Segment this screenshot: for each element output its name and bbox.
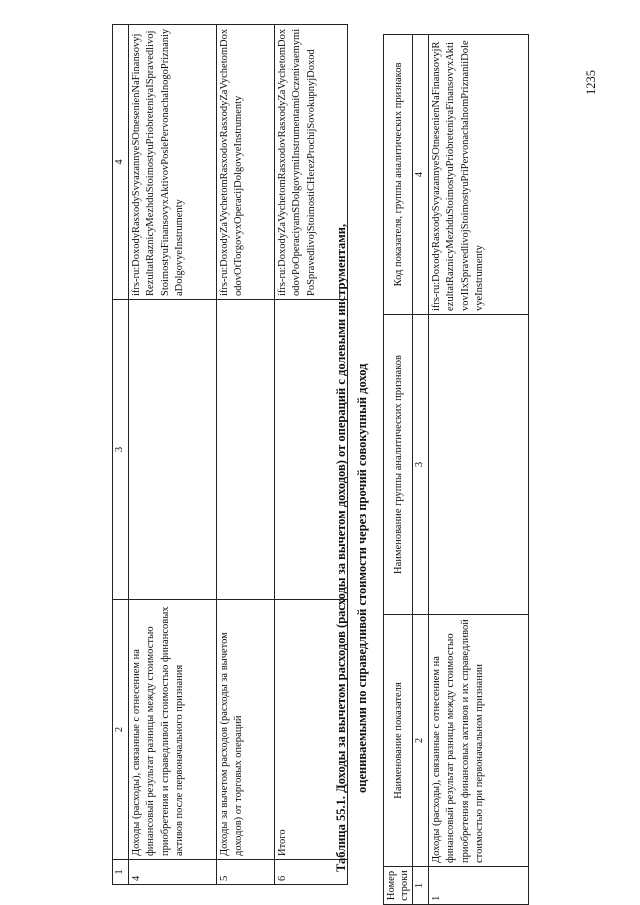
row-number: 5 [216,860,274,885]
numbering-cell: 2 [413,615,429,867]
row-name: Итого [274,600,347,860]
header-group-name: Наименование группы аналитических признаков [384,315,413,615]
header-indicator-name: Наименование показателя [384,615,413,867]
header-code: Код показателя, группы аналитических признаков [384,35,413,315]
table-equity-instruments [383,34,529,905]
row-group [128,300,216,600]
header-cell: 4 [113,25,129,300]
numbering-cell: 4 [413,35,429,315]
table-header-row [113,25,129,885]
row-number: 6 [274,860,347,885]
row-number: 1 [428,867,528,905]
row-name: Доходы за вычетом расходов (расходы за вычетом доходов) от торговых операций [216,600,274,860]
numbering-cell: 3 [413,315,429,615]
header-row-number: Номер строки [384,867,413,905]
table-caption-continued: оцениваемыми по справедливой стоимости через прочий совокупный доход [355,363,369,793]
table-row [428,35,528,905]
page-number: 1235 [584,70,598,95]
row-code: ifrs-ru:DoxodyZaVychetomRasxodovRasxodyZaVychetomDoxodovPoOperaciyamSDolgovymiInstrumentamiOczenivaemymiPoSpravedlivojStoimostiCHerezProchijSovokupnyjDoxod [274,25,347,300]
table-debt-instruments [112,24,348,885]
row-number: 4 [128,860,216,885]
numbering-cell: 1 [413,867,429,905]
row-group [216,300,274,600]
row-name: Доходы (расходы), связанные с отнесением на финансовый результат разницы между стоимостью приобретения финансовых активов и их справедливой стоимостью при первоначальном признании [428,615,528,867]
row-code: ifrs-ru:DoxodyZaVychetomRasxodovRasxodyZaVychetomDoxodovOtTorgovyxOperacijDolgovyeInstrumenty [216,25,274,300]
table-header-row [384,35,413,905]
table-row [128,25,216,885]
header-cell: 3 [113,300,129,600]
header-cell: 2 [113,600,129,860]
table-row [216,25,274,885]
header-cell: 1 [113,860,129,885]
table-numbering-row [413,35,429,905]
row-code: ifrs-ru:DoxodyRasxodySvyazannyeSOtnesenienNaFinansovyjRezultatRaznicyMezhduStoimostyuPriobreteniyaISpravedlivojStoimostyuFinansovyxAktivovPoslePervonachalnogoPriznaniyaDolgovyeInstrumenty [128,25,216,300]
row-group [428,315,528,615]
row-name: Доходы (расходы), связанные с отнесением на финансовый результат разницы между стоимостью приобретения и справедливой стоимостью финансовых активов после первоначального признания [128,600,216,860]
table-caption: Таблица 55.1. Доходы за вычетом расходов (расходы за вычетом доходов) от операций с долевыми инструментами, [334,223,348,872]
row-code: ifrs-ru:DoxodyRasxodySvyazannyeSOtnesenienNaFinansovyjRezultatRaznicyMezhduStoimostyuPriobreteniyaFinansovyxAktivovIIxSpravedlivojStoimostyuPriPervonachalnomPriznaniiDolevyeInstrumenty [428,35,528,315]
